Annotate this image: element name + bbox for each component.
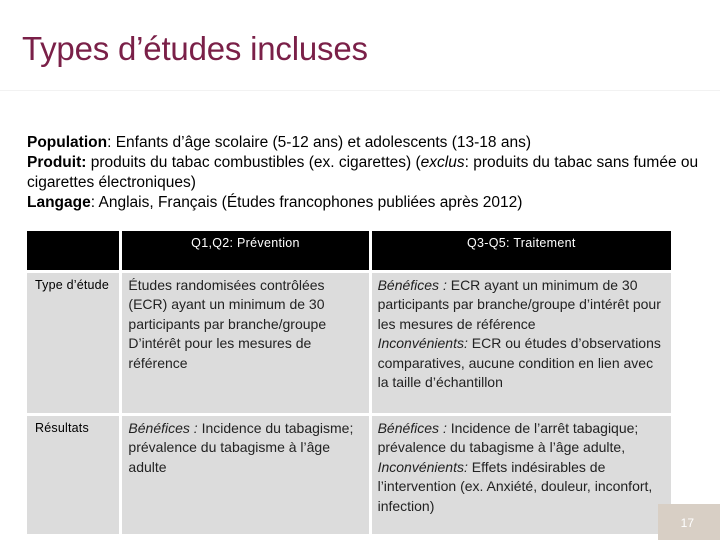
benefits-label: Bénéfices : [128,420,198,436]
product-excl-label: exclus [420,154,465,171]
population-line [27,133,707,153]
intro-block [27,133,707,213]
language-text: : Anglais, Français (Études francophones publiées après 2012) [90,194,523,211]
benefits-text: Incidence du tabagisme; prévalence du tabagisme à l’âge adulte [128,420,354,475]
benefits-text: Incidence de l’arrêt tabagique; prévalence du tabagisme à l’âge adulte, [377,420,639,456]
header-treatment: Q3-Q5: Traitement [372,231,671,270]
table-row [27,273,671,413]
drawbacks-text: Effets indésirables de l’intervention (ex. Anxiété, douleur, inconfort, infection) [377,458,653,514]
drawbacks-text: ECR ou études d’observations comparatives, aucune condition en lien avec la taille d’échantillon [377,335,661,391]
cell-prevention-study-type: Études randomisées contrôlées (ECR) ayant un minimum de 30 participants par branche/groupe D’intérêt pour les mesures de référence [122,273,368,413]
population-label: Population [27,134,108,151]
product-label: Produit: [27,154,87,171]
row-label-study-type: Type d’étude [27,273,119,413]
product-text-1: produits du tabac combustibles (ex. cigarettes) ( [86,154,421,171]
benefits-label: Bénéfices : [377,420,447,436]
table-row [27,416,671,534]
product-text-2: : produits du tabac sans fumée ou cigarettes électroniques) [27,154,699,191]
table-header-row [27,231,671,270]
benefits-text: ECR ayant un minimum de 30 participants par branche/groupe d’intérêt pour les mesures de référence [377,277,661,332]
header-empty-cell [27,231,119,270]
title-divider [0,90,720,91]
drawbacks-label: Inconvénients: [377,335,468,352]
study-types-table [24,228,674,537]
slide-title: Types d’études incluses [22,30,368,67]
row-label-results: Résultats [27,416,119,534]
page-number: 17 [680,516,694,530]
cell-prevention-results [122,416,368,534]
language-line [27,193,707,213]
benefits-label: Bénéfices : [377,277,447,293]
product-line [27,153,707,193]
cell-treatment-results [372,416,671,534]
cell-treatment-study-type [372,273,671,413]
language-label: Langage [27,194,91,211]
drawbacks-label: Inconvénients: [377,458,468,475]
header-prevention: Q1,Q2: Prévention [122,231,368,270]
population-text: : Enfants d’âge scolaire (5-12 ans) et adolescents (13-18 ans) [107,134,531,151]
